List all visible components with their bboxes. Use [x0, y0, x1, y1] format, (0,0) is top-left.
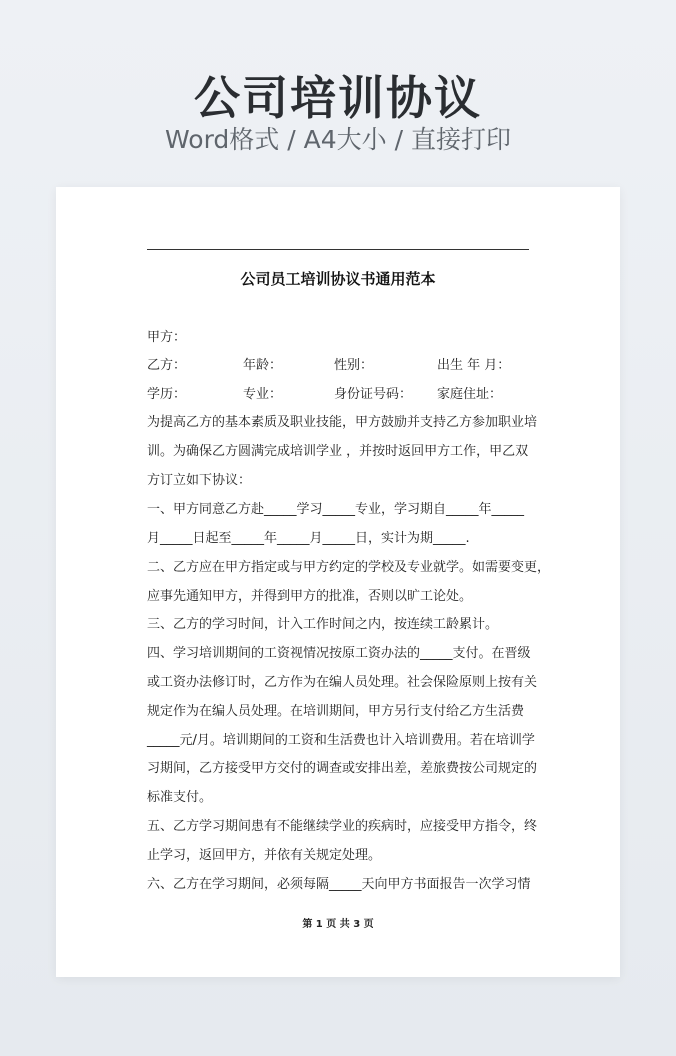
- body-line: 训。为确保乙方圆满完成培训学业 ，并按时返回甲方工作，甲乙双: [147, 444, 529, 459]
- body-line: 月_____日起至_____年_____月_____日，实计为期_____.: [147, 531, 470, 546]
- body-line: 应事先通知甲方，并得到甲方的批准，否则以旷工论处。: [147, 589, 473, 604]
- body-line: 二、乙方应在甲方指定或与甲方约定的学校及专业就学。如需要变更，: [147, 560, 551, 575]
- party-b-label: 乙方：: [147, 358, 187, 373]
- page-number: 第 1 页 共 3 页: [302, 919, 374, 930]
- gender-label: 性别：: [334, 358, 374, 373]
- body-line: 五、乙方学习期间患有不能继续学业的疾病时，应接受甲方指令，终: [147, 819, 538, 834]
- hero-subtitle: Word格式 / A4大小 / 直接打印: [165, 125, 511, 154]
- id-number-label: 身份证号码：: [334, 387, 413, 402]
- body-line: 习期间，乙方接受甲方交付的调查或安排出差，差旅费按公司规定的: [147, 761, 538, 776]
- document-page: [56, 187, 620, 977]
- document-title: 公司员工培训协议书通用范本: [240, 270, 436, 288]
- body-line: 或工资办法修订时，乙方作为在编人员处理。社会保险原则上按有关: [147, 675, 538, 690]
- body-line: 六、乙方在学习期间，必须每隔_____天向甲方书面报告一次学习情: [147, 877, 531, 892]
- body-line: 一、甲方同意乙方赴_____学习_____专业，学习期自_____年_____: [147, 502, 525, 517]
- hero-title: 公司培训协议: [194, 71, 482, 125]
- body-line: 为提高乙方的基本素质及职业技能，甲方鼓励并支持乙方参加职业培: [147, 415, 538, 430]
- body-line: 规定作为在编人员处理。在培训期间，甲方另行支付给乙方生活费: [147, 704, 525, 719]
- body-line: 三、乙方的学习时间，计入工作时间之内，按连续工龄累计。: [147, 617, 499, 632]
- education-label: 学历：: [147, 387, 187, 402]
- header-rule: [147, 249, 529, 250]
- body-line: 四、学习培训期间的工资视情况按原工资办法的_____支付。在晋级: [147, 646, 531, 661]
- major-label: 专业：: [243, 387, 283, 402]
- body-line: 止学习，返回甲方，并依有关规定处理。: [147, 848, 382, 863]
- birth-label: 出生 年 月：: [437, 358, 511, 373]
- body-line: 方订立如下协议：: [147, 473, 252, 488]
- body-line: 标准支付。: [147, 790, 213, 805]
- address-label: 家庭住址：: [437, 387, 503, 402]
- age-label: 年龄：: [243, 358, 283, 373]
- body-line: _____元/月。培训期间的工资和生活费也计入培训费用。若在培训学: [147, 733, 535, 748]
- party-a-label: 甲方：: [147, 330, 187, 345]
